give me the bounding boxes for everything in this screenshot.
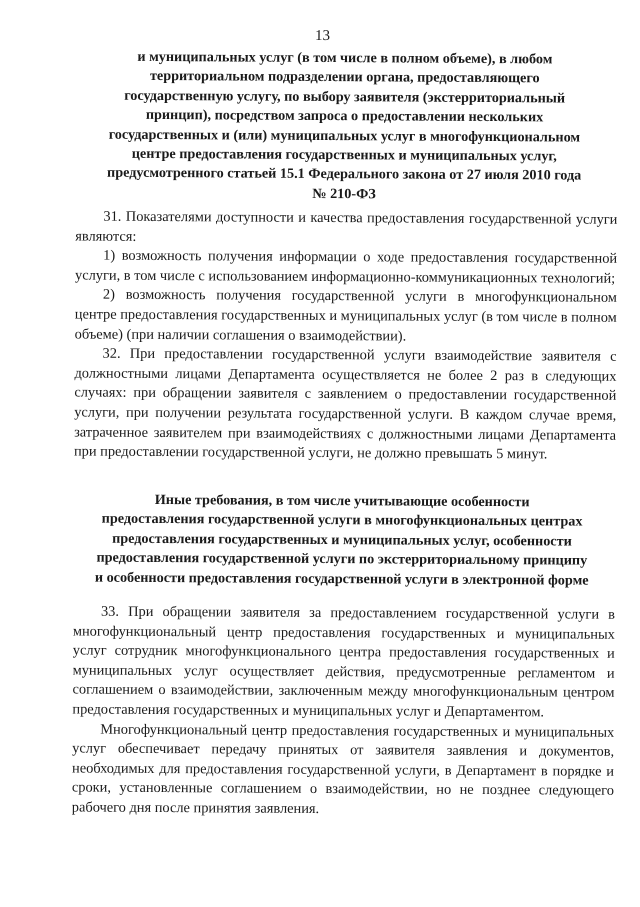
paragraph-31: 31. Показателями доступности и качества предоставления государственной услуги являются: bbox=[75, 208, 618, 245]
section-body-2 bbox=[72, 602, 615, 821]
heading-line: территориальном подразделении органа, предоставляющего bbox=[149, 68, 540, 87]
section-heading-continued bbox=[72, 47, 618, 206]
heading-line: и муниципальных услуг (в том числе в полном объеме), в любом bbox=[137, 48, 553, 68]
page-number: 13 bbox=[314, 27, 331, 45]
heading-line: государственную услугу, по выбору заявителя (экстерриториальный bbox=[124, 87, 566, 107]
heading-line: предоставления государственных и муниципальных услуг, особенности bbox=[112, 530, 572, 550]
paragraph-32: 32. При предоставлении государственной услуги взаимодействие заявителя с должностными лицами Департамента осуществляется не более 2 раз в следующих случаях: при обращении заявителя с заявлением о предоставлении государственной услуги, при получении результата государственной услуги. В каждом случае время, затраченное заявителем при взаимодействиях с должностными лицами Департамента при предоставлении государственной услуги, не должно превышать 5 минут. bbox=[73, 345, 617, 463]
heading-line: и особенности предоставления государственной услуги в электронной форме bbox=[94, 569, 589, 589]
section-body-1 bbox=[74, 208, 618, 466]
paragraph-33-continued: Многофункциональный центр предоставления государственных и муниципальных услуг обеспечивает передачу принятых от заявителя заявления и документов, необходимых для предоставления государственной услуги, в Департамент в порядке и сроки, установленные соглашением о взаимодействии, но не позднее следующего рабочего дня после принятия заявления. bbox=[71, 721, 615, 817]
paragraph-33: 33. При обращении заявителя за предоставлением государственной услуги в многофункциональный центр предоставления государственных и муниципальных услуг сотрудник многофункционального центра предоставления государственных и муниципальных услуг осуществляет действия, предусмотренные регламентом и соглашением о взаимодействии, заключенным между многофункциональным центром предоставления государственных и муниципальных услуг и Департаментом. bbox=[72, 603, 616, 721]
heading-line: Иные требования, в том числе учитывающие особенности bbox=[154, 491, 530, 511]
section-heading-other-requirements bbox=[69, 490, 615, 590]
heading-line: предоставления государственной услуги по экстерриториальному принципу bbox=[96, 549, 588, 569]
heading-line: государственных и (или) муниципальных услуг в многофункциональном bbox=[108, 126, 581, 146]
heading-line: принцип), посредством запроса о предоставлении нескольких bbox=[145, 107, 544, 126]
heading-line: центре предоставления государственных и муниципальных услуг, bbox=[131, 145, 557, 165]
heading-line: № 210-ФЗ bbox=[312, 185, 376, 203]
paragraph-31-item-2: 2) возможность получения государственной услуги в многофункциональном центре предоставления государственных и муниципальных услуг (в том числе в полном объеме) (при наличии соглашения о взаимодействии). bbox=[74, 287, 617, 345]
paragraph-31-item-1: 1) возможность получения информации о ходе предоставления государственной услуги, в том числе с использованием информационно-коммуникационных технологий; bbox=[75, 247, 618, 287]
heading-line: предусмотренного статьей 15.1 Федерального закона от 27 июля 2010 года bbox=[107, 165, 582, 185]
heading-line: предоставления государственной услуги в многофункциональных центрах bbox=[101, 511, 583, 531]
